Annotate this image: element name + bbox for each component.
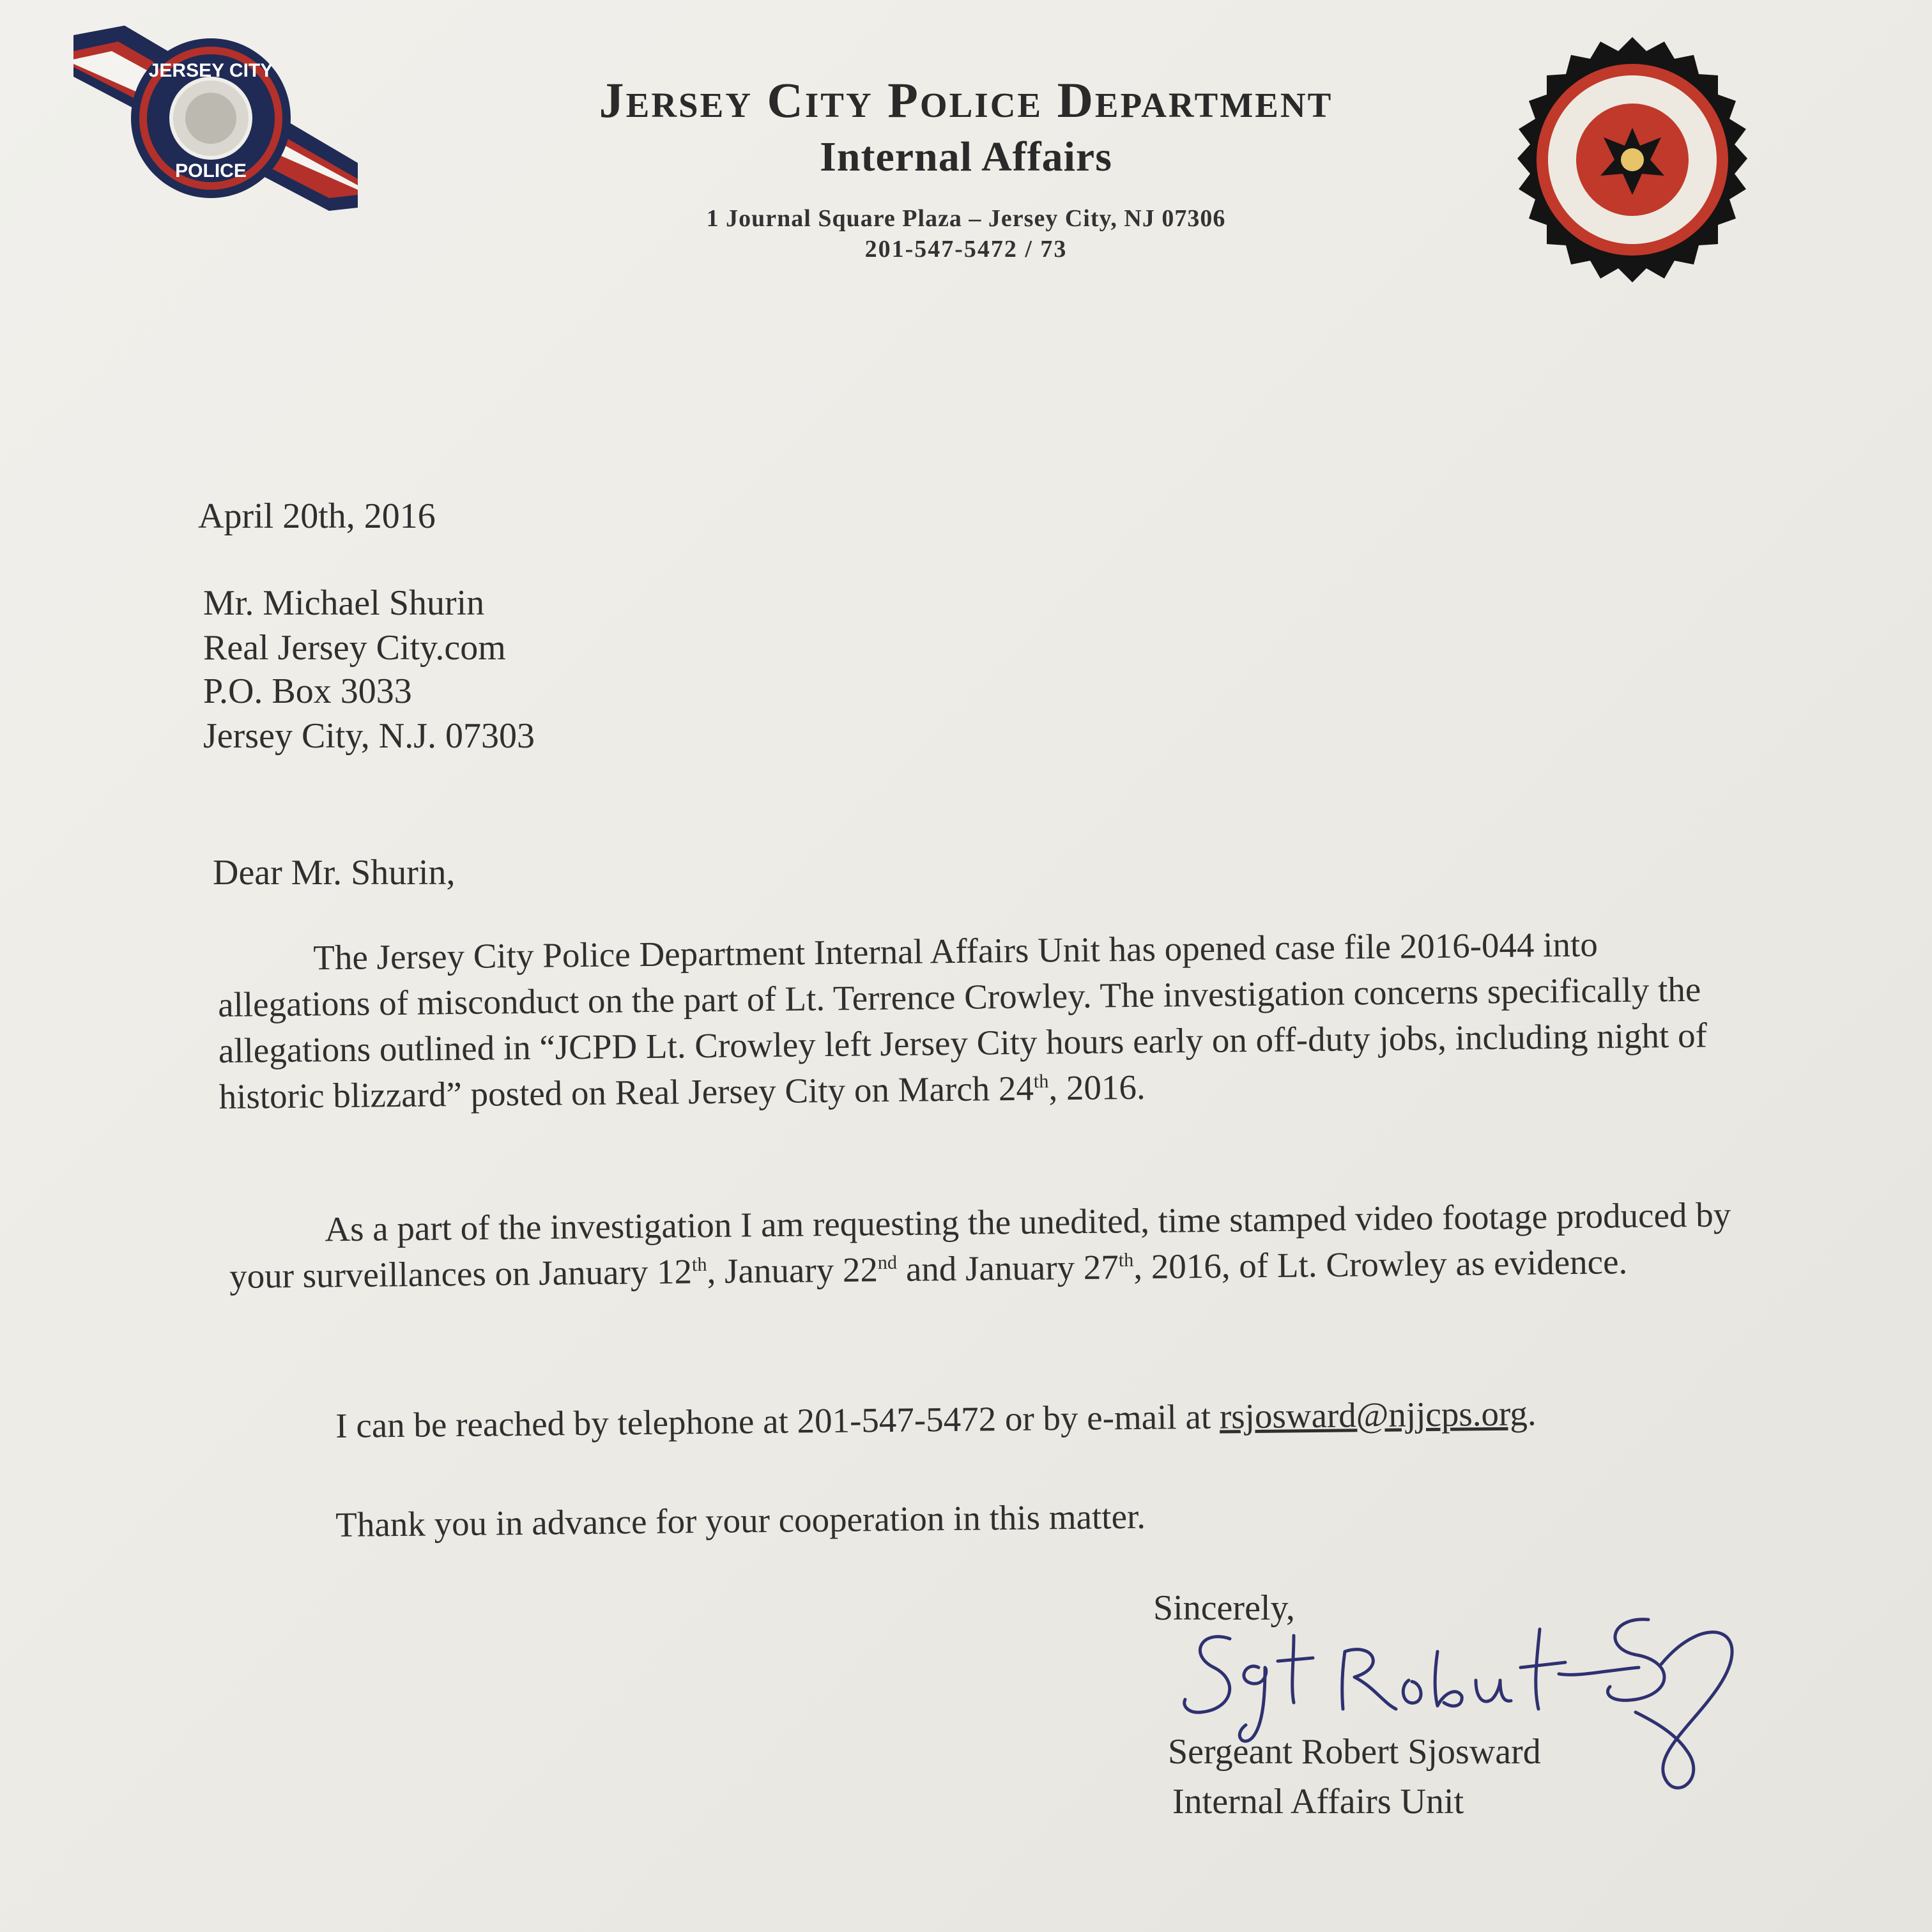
- letter-date: April 20th, 2016: [198, 496, 436, 536]
- signer-name: Sergeant Robert Sjosward: [1168, 1732, 1541, 1772]
- paragraph-contact: I can be reached by telephone at 201-547-5472 or by e-mail at rsjosward@njjcps.org.: [335, 1393, 1537, 1445]
- signer-unit: Internal Affairs Unit: [1172, 1782, 1464, 1821]
- unit-title: Internal Affairs: [820, 134, 1112, 180]
- recipient-city: Jersey City, N.J. 07303: [203, 716, 535, 756]
- paragraph-case-file: The Jersey City Police Department Internal Affairs Unit has opened case file 2016-044 into allegations of misconduct on the part of Lt. Terrence Crowley. The investigation concerns specifically the allegations outlined in “JCPD Lt. Crowley left Jersey City hours early on off-duty jobs, including night of historic blizzard” posted on Real Jersey City on March 24th, 2016.: [217, 924, 1708, 1116]
- badge-text-top: JERSEY CITY: [148, 60, 273, 81]
- recipient-name: Mr. Michael Shurin: [203, 583, 485, 623]
- recipient-org: Real Jersey City.com: [203, 628, 506, 668]
- recipient-po-box: P.O. Box 3033: [203, 671, 412, 711]
- department-title: Jersey City Police Department: [599, 72, 1333, 128]
- paragraph-video-request: As a part of the investigation I am requesting the unedited, time stamped video footage produced by your surveillances on January 12th, January 22nd and January 27th, 2016, of Lt. Crowley as evidence.: [229, 1195, 1731, 1296]
- letterhead-address: 1 Journal Square Plaza – Jersey City, NJ 07306: [706, 205, 1226, 232]
- contact-email-link[interactable]: rsjosward@njjcps.org: [1219, 1393, 1528, 1436]
- closing: Sincerely,: [1153, 1588, 1295, 1628]
- paragraph-thanks: Thank you in advance for your cooperation in this matter.: [335, 1496, 1146, 1544]
- letterhead-phone: 201-547-5472 / 73: [864, 236, 1068, 263]
- salutation: Dear Mr. Shurin,: [213, 853, 456, 893]
- badge-text-bottom: POLICE: [175, 160, 247, 181]
